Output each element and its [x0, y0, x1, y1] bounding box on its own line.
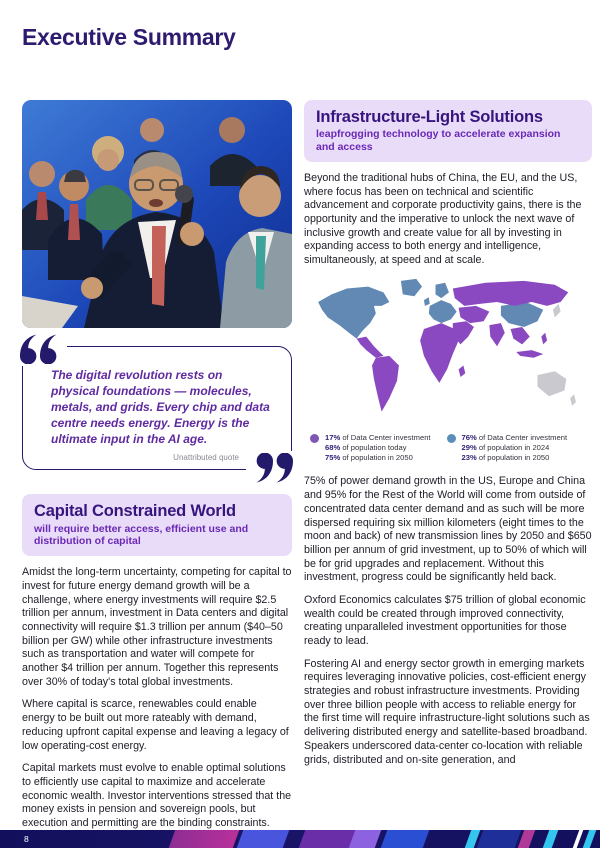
legend-rest-of-world	[310, 433, 431, 464]
infrastructure-paragraph: Fostering AI and energy sector growth in emerging markets requires leveraging innovative policies, cost-efficient energy strategies and robust infrastructure investments. Providing over three billion people with access to reliable energy for the first time will require infrastructure-light solutions such as delivering distributed energy and satellite-based broadband. Speakers underscored data-center co-location with reliable grids, distributed and on-site generation, and	[304, 657, 590, 766]
capital-paragraph: Capital markets must evolve to enable optimal solutions to efficiently use capital to maximize and accelerate economic wealth. Investor interventions stressed that the money exists in pension and sovereign pools, but execution and permitting are the binding constraints.	[22, 762, 292, 829]
legend-concentrated-hubs	[447, 433, 568, 464]
infrastructure-intro: Beyond the traditional hubs of China, the EU, and the US, where focus has been on technical and scientific advancement and corporate productivity gains, there is the opportunity and the imperative to unlock the next wave of inclusive growth and create value for all by investing in expanding access to both energy and intelligence, simultaneously, at speed and at scale.	[304, 171, 582, 267]
footer-streak	[475, 830, 522, 848]
panel-photo-illustration	[22, 100, 292, 328]
capital-paragraph: Where capital is scarce, renewables could enable energy to be built out more rateably with demand, reducing upfront capital expense and leaving a legacy of low operating-cost energy.	[22, 698, 289, 752]
right-column	[304, 100, 592, 776]
quote-text: The digital revolution rests on physical foundations — molecules, metals, and grids. Every chip and data centre needs energy. Energy is the ultimate input in the AI age.	[51, 368, 270, 447]
legend-line: 23% of population in 2050	[461, 453, 550, 463]
footer-streak	[235, 830, 290, 848]
legend-dot-blue-icon	[447, 434, 456, 443]
legend-line: 17% of Data Center investment	[325, 432, 431, 442]
legend-left-lines	[325, 433, 431, 464]
map-legend	[310, 433, 592, 464]
page-number: 8	[24, 834, 29, 844]
infrastructure-heading: Infrastructure-Light Solutions	[316, 108, 543, 126]
quote-attribution: Unattributed quote	[173, 453, 239, 463]
legend-dot-purple-icon	[310, 434, 319, 443]
legend-line: 68% of population today	[325, 442, 407, 452]
capital-paragraph: Amidst the long-term uncertainty, competing for capital to invest for future energy demand growth will be a challenge, where energy investments will require $2.5 trillion per annum, investment in Data centers and digital connectivity will require $1.3 trillion per annum ($40–50 billion per GW) while other infrastructure investments such as transportation and water will compete for another $4 trillion per annum. Together this represents over 30% of today's total global investments.	[22, 566, 292, 688]
capital-heading-box	[22, 494, 292, 556]
footer-bar	[0, 830, 600, 848]
infrastructure-heading-box	[304, 100, 592, 162]
legend-line: 29% of population in 2024	[461, 442, 550, 452]
panel-photo	[22, 100, 292, 328]
footer-streak	[167, 830, 240, 848]
world-map-svg	[308, 277, 588, 429]
footer-streak	[379, 830, 430, 848]
page-title: Executive Summary	[22, 24, 236, 50]
infrastructure-paragraph: 75% of power demand growth in the US, Europe and China and 95% for the Rest of the World will come from outside of concentrated data center demand and as such will be more dispersed requiring six million kilometers (eight times to the moon and back) of new transmission lines by 2050 and $650 billion per annum of grid investment, up to 50% of which will be for grid upgrades and replacement. Without this investment, progress could be significantly held back.	[304, 475, 592, 584]
infrastructure-paragraph: Oxford Economics calculates $75 trillion of global economic wealth could be created through improved connectivity, creating unparalleled investment opportunities for those ready to lead.	[304, 593, 586, 648]
legend-line: 75% of population in 2050	[325, 453, 413, 463]
footer-streak	[541, 830, 559, 848]
quote-open-icon	[20, 334, 67, 366]
quote-block	[22, 346, 292, 470]
legend-line: 76% of Data Center investment	[461, 432, 568, 442]
footer-streak	[581, 830, 597, 848]
world-map	[304, 277, 592, 429]
legend-right-lines	[462, 433, 568, 464]
quote-close-icon	[246, 451, 293, 483]
infrastructure-subheading: leapfrogging technology to accelerate expansion and access	[316, 128, 561, 153]
left-column	[22, 100, 292, 840]
capital-subheading: will require better access, efficient use and distribution of capital	[34, 522, 249, 547]
capital-heading: Capital Constrained World	[34, 502, 236, 521]
capital-section	[22, 494, 292, 830]
